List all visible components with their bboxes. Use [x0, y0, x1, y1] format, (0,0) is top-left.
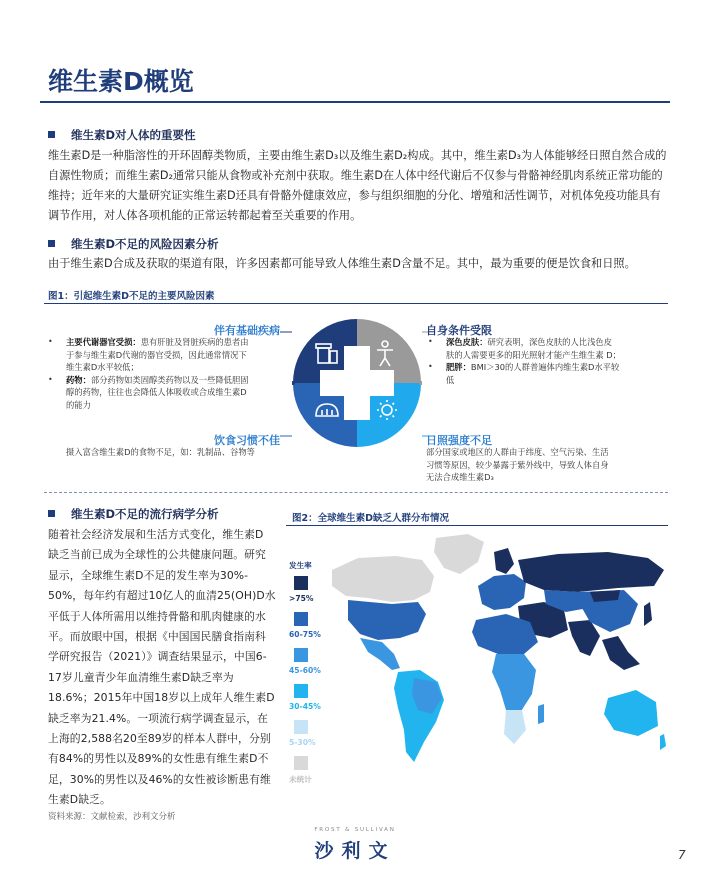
map-region-greenland — [434, 534, 484, 574]
list-item: • 肥胖：BMI＞30的人群普遍体内维生素D水平较 低 — [426, 361, 666, 386]
legend-swatch-no-data — [294, 756, 308, 770]
importance-paragraph — [48, 146, 668, 226]
risk-factor-sunlight-text: 部分国家或地区的人群由于纬度、空气污染、生活 习惯等原因，较少暴露于紫外线中，导致人体自身 无法合成维生素D₃ — [426, 447, 609, 483]
legend-swatch-45-60 — [294, 648, 308, 662]
map-region-mexico — [360, 638, 400, 670]
figure2-title: 图2：全球维生素D缺乏人群分布情况 — [292, 513, 449, 524]
brand-logo-subtitle: FROST & SULLIVAN — [314, 827, 396, 833]
bullet-square-icon — [48, 510, 55, 517]
map-region-southeast-asia — [602, 636, 640, 670]
list-item: • 药物：部分药物如类固醇类药物以及一些降低胆固 醇的药物，往往也会降低人体吸收或合成维生素D 的能力 — [46, 374, 286, 412]
epidemiology-paragraph: 随着社会经济发展和生活方式变化，维生素D 缺乏当前已成为全球性的公共健康问题。研究 显示，全球维生素D不足的发生率为30%- 50%，每年约有超过10亿人的血清25(OH)D水 平低于人体所需用以维持骨骼和肌肉健康的水 平。而放眼中国，根据《中国国民膳食指南科 学研究报告（2021）》调查结果显示，中国6- 17岁儿童青少年血清维生素D缺乏率为 18.6%；2015年中国18岁以上成年人维生素D 缺乏率为21.4%。一项流行病学调查显示，在 上海的2,588名20至89岁的样本人群中，分别 有84%的男性以及89%的女性患有维生素D不 足，30%的男性以及46%的女性被诊断患有维 生素D缺乏。 — [48, 528, 276, 807]
risk-factor-title-condition: 自身条件受限 — [426, 324, 492, 337]
map-region-madagascar — [538, 704, 544, 724]
title-divider — [40, 101, 670, 103]
legend-swatch-30-45 — [294, 684, 308, 698]
figure2-rule — [286, 525, 668, 526]
legend-label: 30-45% — [289, 702, 321, 711]
map-region-southern-africa — [504, 710, 526, 744]
legend-label: 5-30% — [289, 738, 316, 747]
risk-factor-title-disease: 伴有基础疾病 — [214, 324, 280, 337]
map-region-japan — [644, 602, 652, 626]
legend-swatch-5-30 — [294, 720, 308, 734]
paragraph-line: 自源性物质；而维生素D₂通常只能从食物或补充剂中获取。维生素D在人体中经代谢后不仅参与骨骼神经肌肉系统正常功能的 — [48, 169, 663, 182]
page-title: 维生素D概览 — [48, 67, 194, 96]
risk-factor-condition-list — [426, 336, 666, 386]
paragraph-line: 调节作用，对人体各项机能的正常运转都起着至关重要的作用。 — [48, 209, 362, 222]
figure1-title: 图1：引起维生素D不足的主要风险因素 — [48, 291, 215, 302]
risk-factor-title-sunlight: 日照强度不足 — [426, 434, 492, 447]
legend-title: 发生率 — [289, 561, 312, 570]
map-region-south-asia — [568, 620, 600, 656]
map-region-central-africa — [492, 654, 536, 716]
figure1-bottom-divider — [44, 492, 668, 493]
section-heading-text: 维生素D不足的风险因素分析 — [71, 237, 219, 251]
world-map — [318, 530, 668, 780]
map-region-usa — [348, 600, 426, 640]
legend-label: 45-60% — [289, 666, 321, 675]
risk-factor-title-diet: 饮食习惯不佳 — [214, 434, 280, 447]
risk-intro-text: 由于维生素D合成及获取的渠道有限，许多因素都可能导致人体维生素D含量不足。其中，最为重要的便是饮食和日照。 — [48, 257, 636, 270]
bullet-square-icon — [48, 240, 55, 247]
map-region-australia — [604, 690, 658, 736]
legend-label: 未统计 — [289, 775, 312, 784]
bullet-square-icon — [48, 131, 55, 138]
page-number: 7 — [678, 848, 686, 862]
legend-swatch-60-75 — [294, 612, 308, 626]
list-item: • 深色皮肤：研究表明，深色皮肤的人比浅色皮 肤的人需要更多的阳光照射才能产生维生素 D； — [426, 336, 666, 361]
map-region-new-zealand — [660, 734, 666, 750]
list-item: • 主要代谢器官受损：患有肝脏及肾脏疾病的患者由 于参与维生素D代谢的器官受损，因此通常情况下 维生素D水平较低； — [46, 336, 286, 374]
risk-factor-disease-list — [46, 336, 286, 412]
risk-factor-diet-text: 摄入富含维生素D的食物不足，如：乳制品、谷物等 — [66, 447, 255, 457]
brand-logo: 沙利文 — [314, 840, 396, 862]
section-heading-text: 维生素D对人体的重要性 — [71, 128, 196, 142]
legend-label: 60-75% — [289, 630, 321, 639]
paragraph-line: 维持；近年来的大量研究证实维生素D还具有骨骼外健康效应，参与组织细胞的分化、增殖和活性调节，对机体免疫功能具有 — [48, 189, 661, 202]
section-heading-importance — [48, 127, 196, 143]
legend-label: >75% — [289, 594, 314, 603]
map-region-russia — [518, 552, 664, 592]
paragraph-line: 维生素D是一种脂溶性的开环固醇类物质，主要由维生素D₃以及维生素D₂构成。其中，维生素D₃为人体能够经日照自然合成的 — [48, 149, 667, 162]
section-heading-text: 维生素D不足的流行病学分析 — [71, 507, 219, 521]
map-region-scandinavia — [494, 548, 514, 574]
figure1-rule — [44, 303, 668, 304]
diagram-connector-lines — [278, 318, 436, 448]
map-region-europe — [478, 574, 526, 610]
map-region-mongolia — [590, 590, 620, 602]
map-region-north-america-north — [332, 556, 434, 602]
section-heading-epidemiology — [48, 506, 219, 522]
section-heading-risk — [48, 236, 219, 252]
source-note: 资料来源：文献检索，沙利文分析 — [48, 812, 176, 822]
legend-swatch-75-plus — [294, 576, 308, 590]
